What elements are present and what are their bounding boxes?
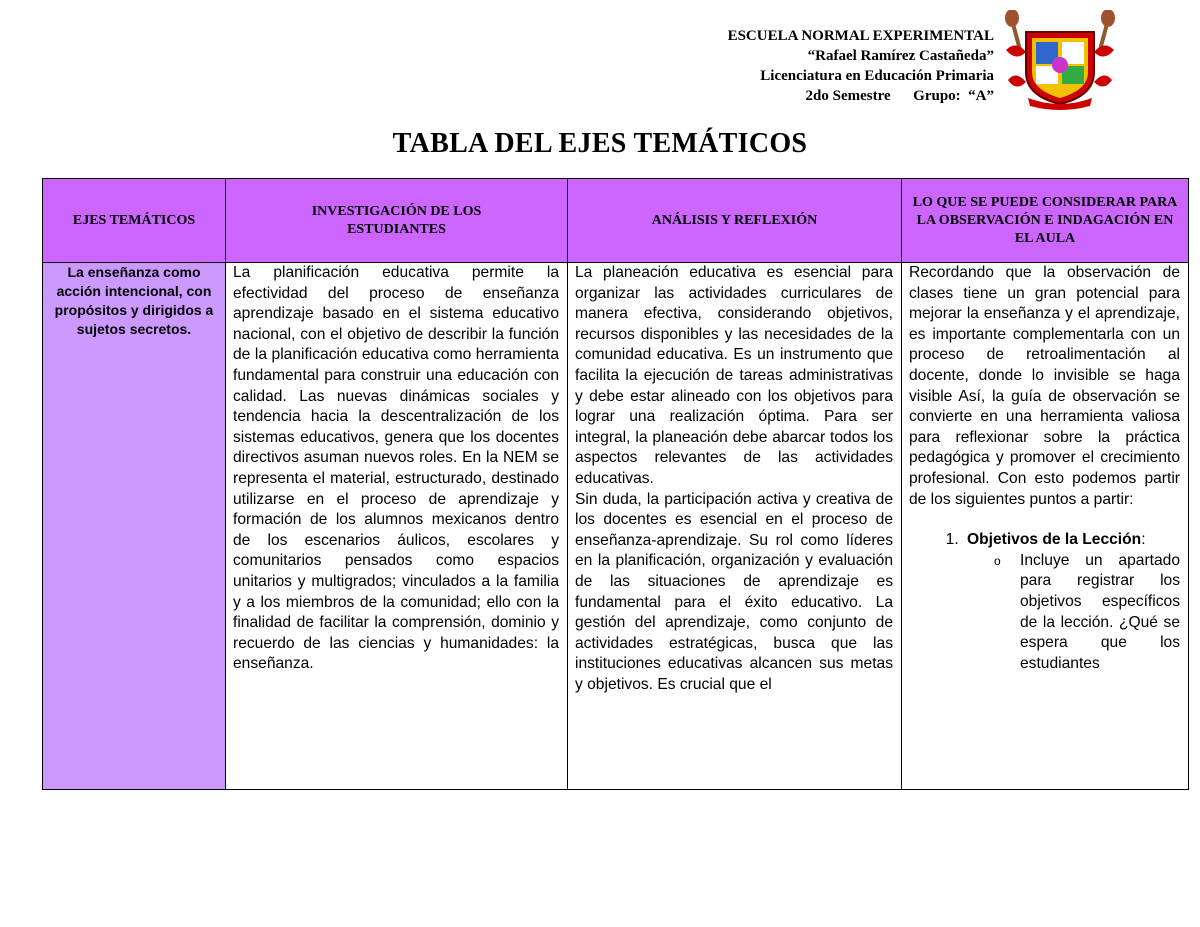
school-dedication: “Rafael Ramírez Castañeda”	[807, 48, 994, 64]
observacion-cell	[902, 263, 1189, 790]
table-row	[43, 263, 1189, 790]
header-ejes-tematicos: EJES TEMÁTICOS	[43, 179, 226, 263]
analisis-cell	[568, 263, 902, 790]
thematic-axes-table	[42, 178, 1189, 790]
eje-tematico-cell: La enseñanza como acción intencional, con propósitos y dirigidos a sujetos secretos.	[43, 263, 226, 790]
school-header	[574, 26, 994, 106]
analisis-paragraph-1: La planeación educativa es esencial para organizar las actividades curriculares de manera efectiva, considerando objetivos, recursos disponibles y las necesidades de la comunidad educativa. Es un instrumento que facilita la ejecución de tareas administrativas y debe estar alineado con los objetivos para lograr una realización óptima. Para ser integral, la planeación debe abarcar todos los aspectos relevantes de las actividades educativas.	[575, 264, 893, 487]
header-investigacion: INVESTIGACIÓN DE LOS ESTUDIANTES	[226, 179, 568, 263]
investigacion-cell: La planificación educativa permite la efectividad del proceso de enseñanza aprendizaje basado en el sistema educativo nacional, con el objetivo de describir la función de la planificación educativa como herramienta fundamental para construir una educación con calidad. Las nuevas dinámicas sociales y tendencia hacia la descentralización de los sistemas educativos, genera que los docentes directivos asuman nuevos roles. En la NEM se representa el material, estructurado, destinado utilizarse en el proceso de aprendizaje y formación de los alumnos mexicanos dentro de los escenarios áulicos, escolares y comunitarios pensados como espacios unitarios y multigrados; vinculados a la familia y a los miembros de la comunidad; ello con la finalidad de facilitar la comprensión, dominio y recuerdo de las ciencias y humanidades: la enseñanza.	[226, 263, 568, 790]
table-header-row	[43, 179, 1189, 263]
page-title: TABLA DEL EJES TEMÁTICOS	[392, 128, 808, 159]
objetivos-title: Objetivos de la Lección	[967, 531, 1142, 549]
sub-list-item: o Incluye un apartado para registrar los objetivos específicos de la lección. ¿Qué se espera que los estudiantes	[1020, 551, 1180, 675]
header-observacion: LO QUE SE PUEDE CONSIDERAR PARA LA OBSERVACIÓN E INDAGACIÓN EN EL AULA	[902, 179, 1189, 263]
list-item: 1. Objetivos de la Lección: o Incluye un apartado para registrar los objetivos específicos de la lección. ¿Qué se espera que los estudiantes	[963, 530, 1180, 674]
analisis-paragraph-2: Sin duda, la participación activa y creativa de los docentes es esencial en el proceso de enseñanza-aprendizaje. Su rol como líderes en la planificación, organización y evaluación de las situaciones de aprendizaje es fundamental para el éxito educativo. La gestión del aprendizaje, como conjunto de actividades estratégicas, busca que las instituciones educativas alcancen sus metas y objetivos. Es crucial que el	[575, 490, 893, 693]
semester-group: 2do Semestre Grupo: “A”	[805, 88, 994, 104]
observation-points-list	[909, 530, 1180, 674]
observacion-intro: Recordando que la observación de clases tiene un gran potencial para mejorar la enseñanza y el aprendizaje, es importante complementarla con un proceso de retroalimentación al docente, donde lo invisible se haga visible Así, la guía de observación se convierte en una herramienta valiosa para reflexionar sobre la práctica pedagógica y promover el crecimiento profesional. Con esto podemos partir de los siguientes puntos a partir:	[909, 264, 1180, 508]
degree-program: Licenciatura en Educación Primaria	[760, 68, 994, 84]
school-name: ESCUELA NORMAL EXPERIMENTAL	[727, 28, 994, 44]
school-crest-icon	[1002, 10, 1118, 110]
header-analisis: ANÁLISIS Y REFLEXIÓN	[568, 179, 902, 263]
objetivos-sublist	[967, 551, 1180, 675]
